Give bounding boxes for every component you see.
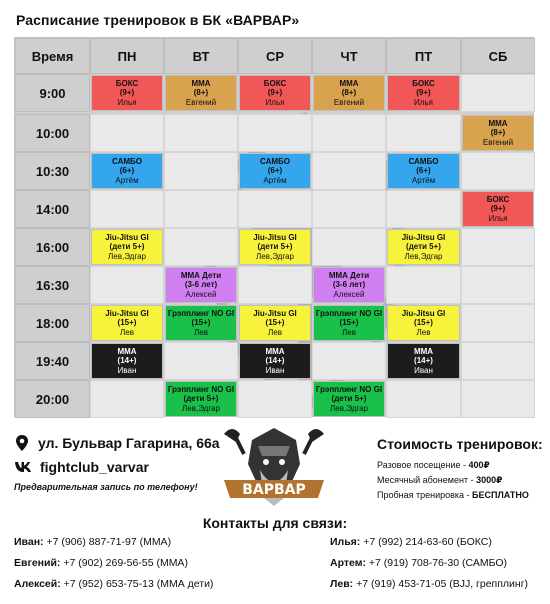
session-name: ММА Дети [180,270,222,280]
session-coach: Лев [194,327,208,337]
session-name: БОКС [486,194,510,204]
empty-slot [386,380,461,418]
session-cell[interactable] [313,305,385,341]
vk-row[interactable] [14,456,220,478]
session-age: (8+) [193,88,209,98]
empty-slot [238,114,312,152]
session-name: ММА Дети [328,270,370,280]
header-day: ПТ [386,38,461,74]
session-age: (дети 5+) [109,242,145,252]
time-slot: 20:00 [15,380,90,418]
session-coach: Лев [342,327,356,337]
empty-slot [312,152,386,190]
session-cell[interactable] [165,267,237,303]
contact-lev: Лев: +7 (919) 453-71-05 (BJJ, грепплинг) [330,578,529,590]
session-coach: Иван [265,365,285,375]
session-coach: Артём [411,175,436,185]
time-slot: 16:30 [15,266,90,304]
session-name: ММА [265,346,285,356]
session-name: Jiu-Jitsu GI [253,308,297,318]
session-age: (дети 5+) [406,242,441,252]
header-day: ЧТ [312,38,386,74]
session-age: (14+) [265,356,285,366]
empty-slot [238,266,312,304]
session-age: (14+) [117,356,137,366]
schedule-grid [14,37,534,417]
session-coach: Лев,Эдгар [108,251,146,261]
empty-slot [164,228,238,266]
session-age: (6+) [119,166,135,176]
session-cell[interactable] [387,153,460,189]
session-name: ММА [339,78,359,88]
session-name: ММА [413,346,434,356]
session-cell[interactable] [387,229,460,265]
session-cell[interactable] [91,229,163,265]
session-coach: Иван [117,365,137,375]
session-age: (6+) [267,166,283,176]
session-age: (9+) [416,88,431,98]
session-cell[interactable] [91,153,163,189]
club-logo [214,424,334,516]
empty-slot [90,114,164,152]
contact-ilya: Илья: +7 (992) 214-63-60 (БОКС) [330,536,492,548]
session-coach: Иван [414,365,433,375]
session-coach: Лев [268,327,282,337]
session-name: БОКС [263,78,287,88]
session-coach: Алексей [185,289,217,299]
empty-slot [312,190,386,228]
time-slot: 16:00 [15,228,90,266]
session-cell[interactable] [165,381,237,417]
session-cell[interactable] [91,75,163,111]
time-slot: 10:00 [15,114,90,152]
time-slot: 10:30 [15,152,90,190]
session-age: (9+) [267,88,283,98]
session-coach: Артём [263,175,287,185]
session-cell[interactable] [462,115,534,151]
session-name: ММА [191,78,211,88]
empty-slot [386,190,461,228]
time-slot: 14:00 [15,190,90,228]
session-cell[interactable] [91,343,163,379]
empty-slot [461,342,535,380]
empty-slot [312,342,386,380]
header-day: СБ [461,38,535,74]
session-age: (3-6 лет) [332,280,366,290]
contact-evgeny: Евгений: +7 (902) 269-56-55 (ММА) [14,557,188,569]
session-coach: Евгений [482,137,514,147]
prices-block [377,436,547,505]
session-age: (15+) [265,318,285,328]
empty-slot [90,266,164,304]
session-name: БОКС [115,78,139,88]
session-cell[interactable] [239,305,311,341]
session-coach: Илья [265,97,285,107]
session-cell[interactable] [239,229,311,265]
booking-note: Предварительная запись по телефону! [14,482,198,492]
session-age: (дети 5+) [331,394,367,404]
session-cell[interactable] [239,75,311,111]
session-age: (15+) [339,318,359,328]
vk-link[interactable]: fightclub_varvar [40,459,149,475]
session-coach: Евгений [333,97,365,107]
session-name: Грэпплинг NO GI [167,384,235,394]
empty-slot [461,266,535,304]
price-trial: Пробная тренировка - БЕСПЛАТНО [377,490,529,500]
empty-slot [312,228,386,266]
session-cell[interactable] [313,381,385,417]
header-day: ВТ [164,38,238,74]
session-age: (15+) [191,318,211,328]
session-cell[interactable] [387,75,460,111]
time-slot: 9:00 [15,74,90,112]
empty-slot [164,152,238,190]
session-name: САМБО [260,156,290,166]
empty-slot [90,190,164,228]
session-cell[interactable] [239,153,311,189]
session-name: ММА [488,118,508,128]
session-coach: Артём [115,175,139,185]
empty-slot [386,114,461,152]
session-coach: Лев,Эдгар [404,251,443,261]
session-age: (15+) [117,318,137,328]
session-age: (дети 5+) [183,394,219,404]
prices-title: Стоимость тренировок: [377,436,543,452]
vk-icon [14,461,32,473]
price-monthly: Месячный абонемент - 3000₽ [377,475,503,485]
session-name: Грэпплинг NO GI [167,308,235,318]
contact-ivan: Иван: +7 (906) 887-71-97 (ММА) [14,536,172,548]
session-cell[interactable] [462,191,534,227]
address-row [14,432,220,454]
session-cell[interactable] [387,343,460,379]
session-cell[interactable] [239,343,311,379]
session-name: Грэпплинг NO GI [315,384,383,394]
session-cell[interactable] [165,75,237,111]
header-time: Время [15,38,90,74]
session-cell[interactable] [313,75,385,111]
time-slot: 18:00 [15,304,90,342]
contact-aleksey: Алексей: +7 (952) 653-75-13 (ММА дети) [14,578,214,590]
empty-slot [238,190,312,228]
empty-slot [238,380,312,418]
session-name: Грэпплинг NO GI [315,308,383,318]
session-age: (9+) [119,88,135,98]
session-age: (9+) [490,204,506,214]
session-coach: Лев [120,327,134,337]
session-cell[interactable] [165,305,237,341]
session-age: (14+) [414,356,433,366]
session-coach: Илья [488,213,508,223]
empty-slot [90,380,164,418]
session-coach: Алексей [333,289,365,299]
time-slot: 19:40 [15,342,90,380]
location-pin-icon [14,434,30,452]
session-coach: Лев [416,327,431,337]
session-cell[interactable] [313,267,385,303]
empty-slot [461,304,535,342]
session-coach: Лев,Эдгар [256,251,294,261]
session-name: БОКС [412,78,435,88]
session-name: Jiu-Jitsu GI [401,308,446,318]
page-title: Расписание тренировок в БК «ВАРВАР» [16,12,300,28]
session-name: ММА [117,346,137,356]
empty-slot [461,74,535,112]
session-name: Jiu-Jitsu GI [105,308,149,318]
session-age: (8+) [341,88,357,98]
session-name: Jiu-Jitsu GI [401,232,446,242]
session-coach: Лев,Эдгар [330,403,368,413]
header-day: ПН [90,38,164,74]
session-name: САМБО [112,156,142,166]
session-coach: Лев,Эдгар [182,403,220,413]
session-cell[interactable] [91,305,163,341]
empty-slot [164,342,238,380]
contacts-title: Контакты для связи: [202,515,348,531]
address-text: ул. Бульвар Гагарина, 66а [38,435,220,451]
session-age: (дети 5+) [257,242,293,252]
session-cell[interactable] [387,305,460,341]
club-info [14,432,220,492]
header-day: СР [238,38,312,74]
session-age: (8+) [490,128,506,138]
session-age: (15+) [414,318,433,328]
price-single: Разовое посещение - 400₽ [377,460,490,470]
session-coach: Евгений [185,97,217,107]
empty-slot [164,190,238,228]
empty-slot [164,114,238,152]
session-name: Jiu-Jitsu GI [105,232,149,242]
contact-artem: Артем: +7 (919) 708-76-30 (САМБО) [330,557,508,569]
session-name: САМБО [408,156,439,166]
empty-slot [461,380,535,418]
session-name: Jiu-Jitsu GI [253,232,297,242]
session-age: (3-6 лет) [184,280,218,290]
empty-slot [461,228,535,266]
session-coach: Илья [117,97,137,107]
empty-slot [461,152,535,190]
session-coach: Илья [414,97,433,107]
empty-slot [312,114,386,152]
session-age: (6+) [416,166,431,176]
empty-slot [386,266,461,304]
logo-text: ВАРВАР [242,482,306,498]
